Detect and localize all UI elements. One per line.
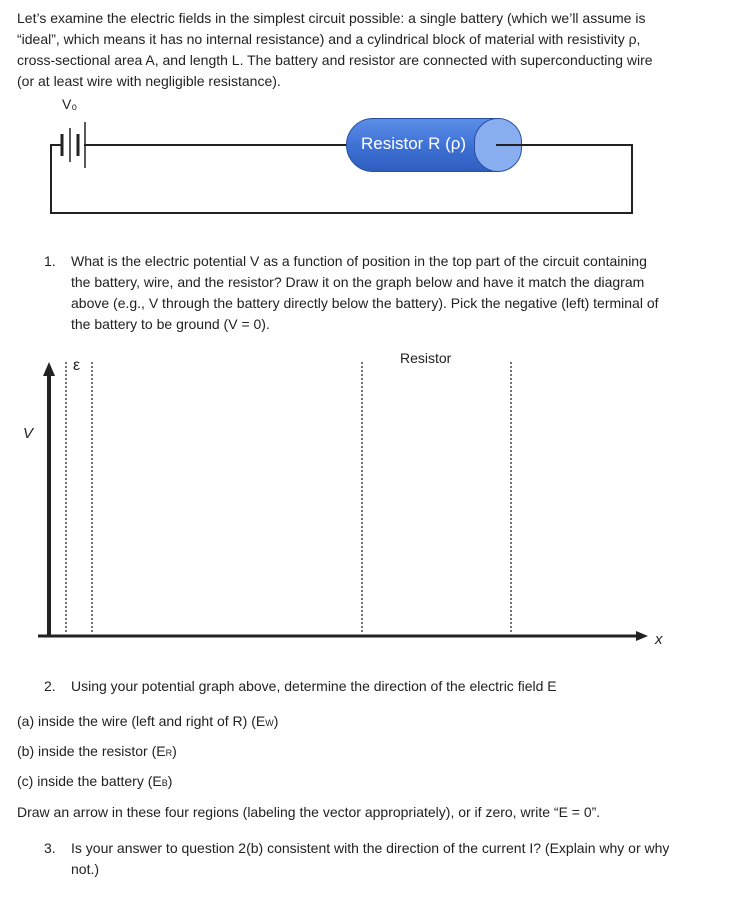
question-3 (44, 838, 724, 884)
intro-line-2: “ideal”, which means it has no internal resistance) and a cylindrical block of material with resistivity ρ, (17, 31, 641, 47)
emf-label: ε (73, 357, 81, 374)
question-1 (44, 251, 724, 341)
question-2a-subscript: W (265, 718, 274, 728)
x-axis-label: x (655, 631, 663, 648)
question-2b-subscript: R (165, 748, 173, 758)
potential-graph (0, 340, 732, 660)
question-2c-close: ) (167, 773, 173, 789)
question-2b (17, 741, 177, 764)
resistor-label: Resistor R (ρ) (361, 134, 467, 153)
question-2b-close: ) (172, 743, 177, 759)
question-1-line-3: above (e.g., V through the battery directly below the battery). Pick the negative (left) terminal of (71, 295, 659, 311)
question-2-instruction: Draw an arrow in these four regions (labeling the vector appropriately), or if zero, write “E = 0”. (17, 804, 601, 820)
question-2-number: 2. (44, 678, 56, 694)
question-1-text (71, 251, 659, 335)
x-axis-arrowhead (636, 631, 648, 641)
wire-left (51, 145, 632, 213)
y-axis-arrowhead (43, 362, 55, 376)
question-2a-close: ) (273, 713, 279, 729)
intro-line-3: cross-sectional area A, and length L. The battery and resistor are connected with superconducting wire (17, 52, 653, 68)
y-axis-label: V (23, 425, 34, 442)
question-2 (44, 676, 724, 698)
question-1-line-4: the battery to be ground (V = 0). (71, 316, 270, 332)
question-3-number: 3. (44, 840, 56, 856)
question-2c-text: (c) inside the battery (E (17, 773, 162, 789)
battery-label: V₀ (62, 96, 78, 112)
question-1-line-2: the battery, wire, and the resistor? Draw it on the graph below and have it match the diagram (71, 274, 645, 290)
question-2c (17, 771, 172, 794)
region-dividers (66, 362, 511, 632)
question-2-text: Using your potential graph above, determine the direction of the electric field E (71, 678, 557, 694)
question-2a-text: (a) inside the wire (left and right of R) (E (17, 713, 266, 729)
graph-resistor-label: Resistor (400, 350, 452, 366)
question-2b-text: (b) inside the resistor (E (17, 743, 166, 759)
intro-line-1: Let’s examine the electric fields in the simplest circuit possible: a single battery (which we’ll assume is (17, 10, 646, 26)
question-3-line-2: not.) (71, 861, 100, 877)
question-2c-subscript: B (161, 778, 168, 788)
question-3-text (71, 838, 669, 880)
question-1-number: 1. (44, 253, 56, 269)
question-2a (17, 711, 278, 734)
circuit-wires (51, 145, 632, 213)
question-1-line-1: What is the electric potential V as a function of position in the top part of the circuit containing (71, 253, 647, 269)
question-3-line-1: Is your answer to question 2(b) consistent with the direction of the current I? (Explain why or why (71, 840, 670, 856)
wire-through-cap (490, 140, 530, 150)
intro-line-4: (or at least wire with negligible resistance). (17, 73, 281, 89)
circuit-diagram (0, 0, 732, 230)
